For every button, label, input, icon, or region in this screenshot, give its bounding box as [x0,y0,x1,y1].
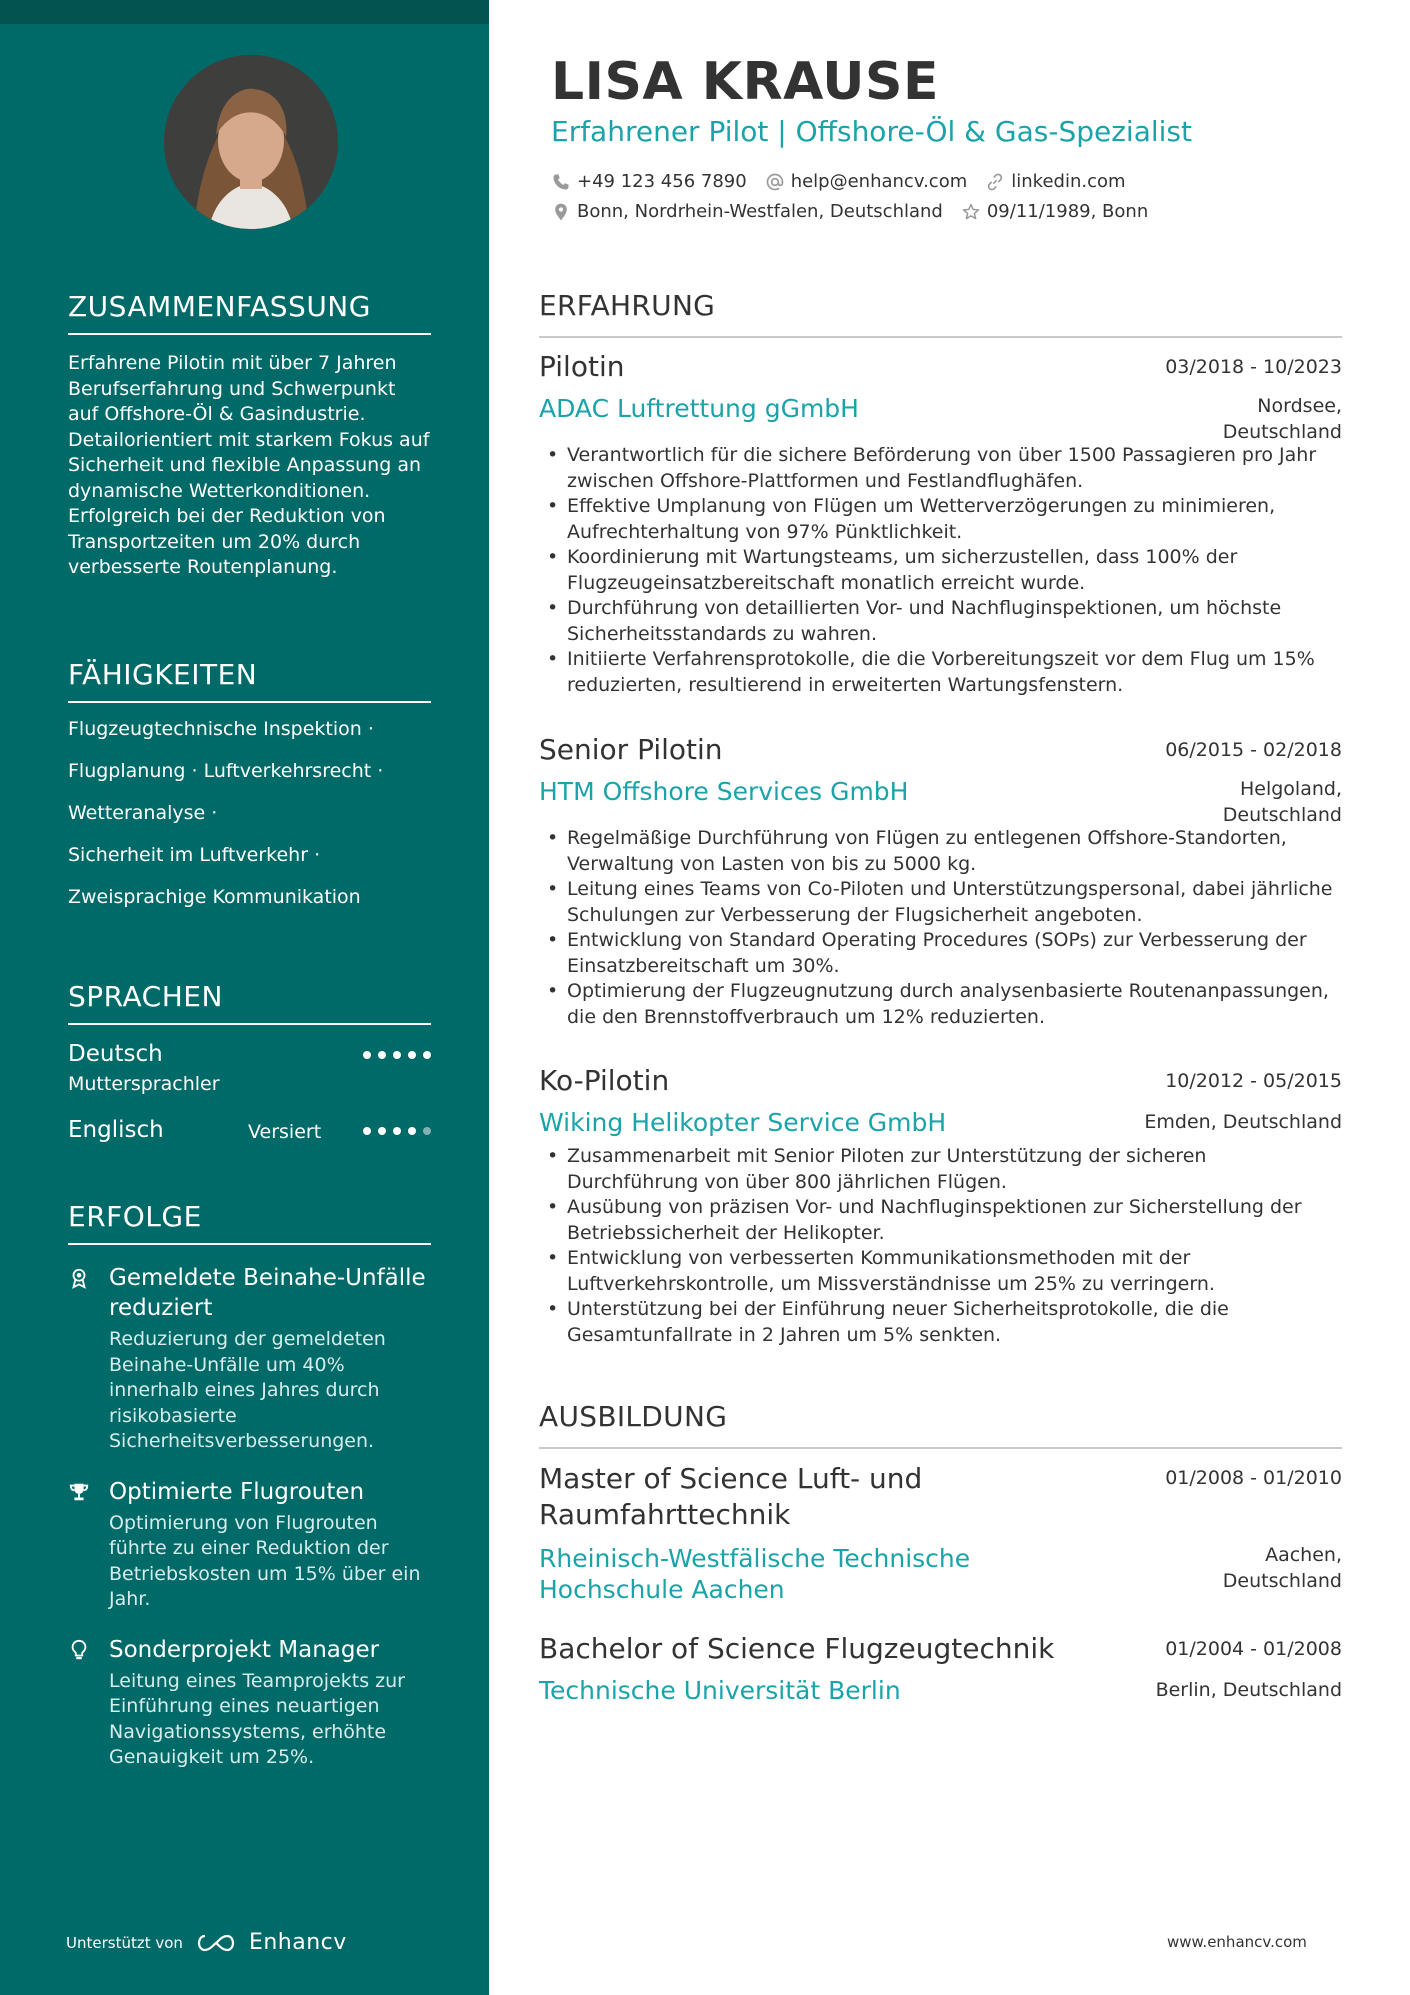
link-icon [985,172,1005,192]
job-dates: 10/2012 - 05/2015 [1165,1070,1342,1092]
rating-dot [393,1051,401,1059]
job-bullets [539,1144,1342,1348]
experience-heading: ERFAHRUNG [539,289,1342,338]
summary-text: Erfahrene Pilotin mit über 7 Jahren Berufserfahrung und Schwerpunkt auf Offshore-Öl & Gasindustrie. Detailorientiert mit starkem Fokus auf Sicherheit und flexible Anpassung an dynamische Wetterkonditionen. Erfolgreich bei der Reduktion von Transportzeiten um 20% durch verbesserte Routenplanung. [68,352,430,578]
job-bullet: • Durchführung von detaillierten Vor- und Nachfluginspektionen, um höchste Sicherheitsstandards zu wahren. [539,596,1342,647]
job-bullet: • Zusammenarbeit mit Senior Piloten zur Unterstützung der sicheren Durchführung von über 800 jährlichen Flügen. [539,1144,1342,1195]
job-company: Wiking Helikopter Service GmbH [539,1108,947,1137]
contact-email [765,171,968,192]
language-level: Versiert [248,1121,322,1143]
education-item [539,1461,1342,1605]
birth-text: 09/11/1989, Bonn [986,201,1149,222]
contact-birth [961,201,1148,222]
skill-line: Flugzeugtechnische Inspektion · [68,718,374,740]
achievements-heading: ERFOLGE [68,1200,431,1245]
job-bullets [539,443,1342,698]
sidebar [0,0,489,1995]
job-bullets [539,826,1342,1030]
job-dates: 03/2018 - 10/2023 [1165,356,1342,378]
skills-heading: FÄHIGKEITEN [68,658,431,703]
education-dates: 01/2008 - 01/2010 [1165,1467,1342,1489]
candidate-name: LISA KRAUSE [551,52,939,112]
lightbulb-icon [68,1639,90,1661]
award-icon [68,1267,90,1289]
job-location: Helgoland, Deutschland [1222,778,1342,826]
education-heading: AUSBILDUNG [539,1400,1342,1449]
education-school: Technische Universität Berlin [539,1676,901,1705]
job-bullet: • Ausübung von präzisen Vor- und Nachfluginspektionen zur Sicherstellung der Betriebssicherheit der Helikopter. [539,1195,1342,1246]
language-name: Deutsch [68,1041,163,1067]
achievement-item [68,1263,431,1455]
rating-dot [393,1127,401,1135]
experience-item [539,733,1342,1030]
candidate-tagline: Erfahrener Pilot | Offshore-Öl & Gas-Spezialist [551,115,1192,148]
achievement-desc: Optimierung von Flugrouten führte zu einer Reduktion der Betriebskosten um 15% über ein Jahr. [109,1511,421,1610]
job-title: Ko-Pilotin [539,1064,670,1097]
education-location: Berlin, Deutschland [1155,1679,1342,1701]
job-company: HTM Offshore Services GmbH [539,777,909,806]
skills-list [68,708,431,918]
achievement-desc: Leitung eines Teamprojekts zur Einführung eines neuartigen Navigationssystems, erhöhte Genauigkeit um 25%. [109,1669,405,1768]
phone-text[interactable]: +49 123 456 7890 [577,171,747,192]
language-level: Muttersprachler [68,1073,220,1095]
contact-row [551,201,1148,222]
skills-section [68,658,431,918]
job-bullet: • Regelmäßige Durchführung von Flügen zu entlegenen Offshore-Standorten, Verwaltung von Lasten von bis zu 5000 kg. [539,826,1342,877]
achievement-title: Sonderprojekt Manager [109,1636,380,1663]
degree-title: Master of Science Luft- und Raumfahrttechnik [539,1462,923,1531]
location-pin-icon [551,202,571,222]
job-bullet: • Unterstützung bei der Einführung neuer Sicherheitsprotokolle, die die Gesamtunfallrate in 2 Jahren um 5% senkten. [539,1297,1342,1348]
sidebar-top-band [0,0,489,24]
skill-line: Wetteranalyse · [68,802,218,824]
star-icon [961,202,981,222]
language-item [68,1105,431,1175]
contact-row [551,171,1126,192]
rating-dot [363,1127,371,1135]
rating-dot [423,1051,431,1059]
job-location: Nordsee, Deutschland [1222,395,1342,443]
education-dates: 01/2004 - 01/2008 [1165,1638,1342,1660]
phone-icon [551,172,571,192]
skill-line: Sicherheit im Luftverkehr · [68,844,321,866]
language-rating [363,1051,431,1059]
powered-by-brand: Enhancv [248,1930,347,1955]
rating-dot [408,1127,416,1135]
achievement-title: Gemeldete Beinahe-Unfälle reduziert [109,1265,426,1321]
education-location: Aachen, Deutschland [1222,1544,1342,1592]
language-name: Englisch [68,1117,164,1143]
email-text[interactable]: help@enhancv.com [790,171,968,192]
degree-title: Bachelor of Science Flugzeugtechnik [539,1632,1055,1665]
powered-by-label: Unterstützt von [66,1933,183,1952]
language-item [68,1025,431,1105]
contact-location [551,201,943,222]
job-bullet: • Entwicklung von verbesserten Kommunikationsmethoden mit der Luftverkehrskontrolle, um Missverständnisse um 25% zu verringern. [539,1246,1342,1297]
rating-dot [408,1051,416,1059]
achievements-section [68,1200,431,1771]
job-title: Senior Pilotin [539,733,723,766]
achievement-item [68,1477,431,1613]
location-text: Bonn, Nordrhein-Westfalen, Deutschland [577,201,943,222]
summary-heading: ZUSAMMENFASSUNG [68,290,431,335]
achievement-title: Optimierte Flugrouten [109,1478,365,1505]
education-item [539,1632,1342,1706]
achievement-desc: Reduzierung der gemeldeten Beinahe-Unfälle um 40% innerhalb eines Jahres durch risikobasierte Sicherheitsverbesserungen. [109,1328,386,1452]
skill-line: Flugplanung · Luftverkehrsrecht · [68,760,384,782]
job-bullet: • Initiierte Verfahrensprotokolle, die die Vorbereitungszeit vor dem Flug um 15% reduzierten, resultierend in erweiterten Wartungsfenstern. [539,647,1342,698]
skill-line: Zweisprachige Kommunikation [68,886,361,908]
job-bullet: • Koordinierung mit Wartungsteams, um sicherzustellen, dass 100% der Flugzeugeinsatzbereitschaft monatlich erreicht wurde. [539,545,1342,596]
profile-photo [164,55,338,229]
experience-item [539,350,1342,698]
job-bullet: • Optimierung der Flugzeugnutzung durch analysenbasierte Routenanpassungen, die den Brennstoffverbrauch um 12% reduzierten. [539,979,1342,1030]
rating-dot [378,1127,386,1135]
job-dates: 06/2015 - 02/2018 [1165,739,1342,761]
language-rating [363,1127,431,1135]
job-company: ADAC Luftrettung gGmbH [539,394,859,423]
powered-by [66,1930,347,1955]
languages-section [68,980,431,1175]
job-bullet: • Verantwortlich für die sichere Beförderung von über 1500 Passagieren pro Jahr zwischen Offshore-Plattformen und Festlandflughäfen. [539,443,1342,494]
summary-section [68,290,431,581]
enhancv-logo-icon [193,1932,239,1954]
job-bullet: • Entwicklung von Standard Operating Procedures (SOPs) zur Verbesserung der Einsatzbereitschaft um 30%. [539,928,1342,979]
at-icon [765,172,785,192]
trophy-icon [68,1481,90,1503]
achievement-item [68,1635,431,1771]
rating-dot [423,1127,431,1135]
contact-phone [551,171,747,192]
job-location: Emden, Deutschland [1144,1111,1342,1133]
footer-url[interactable]: www.enhancv.com [1167,1933,1307,1951]
education-school: Rheinisch-Westfälische Technische Hochschule Aachen [539,1544,971,1604]
website-text[interactable]: linkedin.com [1011,171,1126,192]
job-bullet: • Effektive Umplanung von Flügen um Wetterverzögerungen zu minimieren, Aufrechterhaltung von 97% Pünktlichkeit. [539,494,1342,545]
contact-website [985,171,1125,192]
rating-dot [363,1051,371,1059]
rating-dot [378,1051,386,1059]
job-title: Pilotin [539,350,625,383]
languages-heading: SPRACHEN [68,980,431,1025]
job-bullet: • Leitung eines Teams von Co-Piloten und Unterstützungspersonal, dabei jährliche Schulungen zur Verbesserung der Flugsicherheit angeboten. [539,877,1342,928]
experience-item [539,1064,1342,1348]
